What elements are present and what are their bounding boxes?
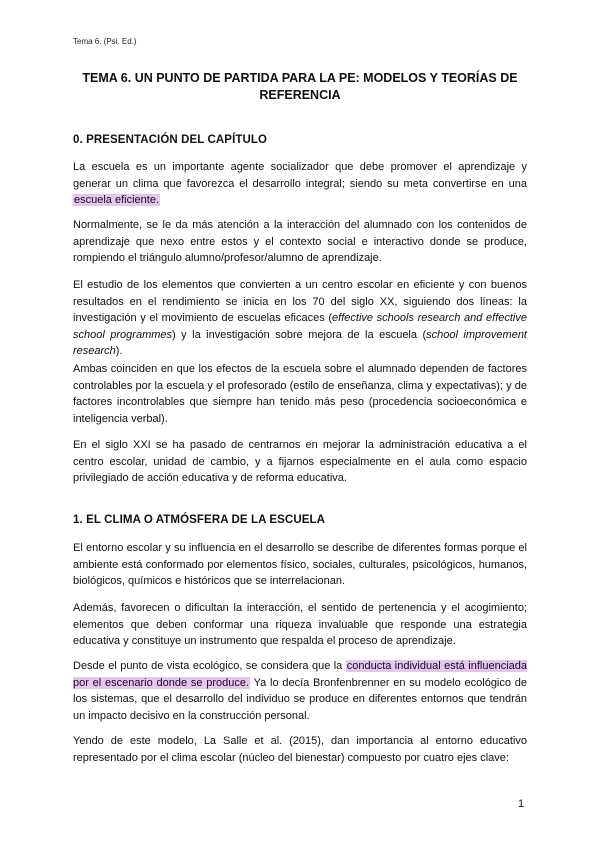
document-title: TEMA 6. UN PUNTO DE PARTIDA PARA LA PE: MODELOS Y TEORÍAS DE REFERENCIA	[82, 71, 518, 102]
paragraph-text: ) y la investigación sobre mejora de la escuela (	[172, 328, 427, 341]
paragraph-text: ).	[115, 345, 123, 358]
paragraph: Normalmente, se le da más atención a la interacción del alumnado con los contenidos de aprendizaje que nexo entre estos y el contexto social e interactivo donde se produce, rompiendo el triángulo alumno/profesor/alumno de aprendizaje.	[73, 219, 527, 265]
highlighted-text: conducta individual está influenciada por el escenario donde se produce.	[73, 660, 527, 689]
paragraph: Además, favorecen o dificultan la interacción, el sentido de pertenencia y el acogimiento; elementos que deben conformar una riqueza invaluable que responde una estrategia educativa y constituye un instrumento que respalda el proceso de aprendizaje.	[73, 602, 527, 648]
paragraph	[73, 159, 527, 209]
highlighted-text: escuela eficiente.	[74, 194, 159, 207]
paragraph: Ambas coinciden en que los efectos de la escuela sobre el alumnado dependen de factores controlables por la escuela y el profesorado (estilo de enseñanza, clima y expectativas); y de factores incontrolables que siempre han tenido más peso (procedencia socioeconómica e inteligencia verbal).	[73, 363, 527, 425]
paragraph-text: La escuela es un importante agente socializador que debe promover el aprendizaje y generar un clima que favorezca el desarrollo integral; siendo su meta convertirse en una	[73, 161, 527, 190]
running-header: Tema 6. (Psi. Ed.)	[73, 37, 137, 46]
paragraph-text: El estudio de los elementos que convierten a un centro escolar en eficiente y con buenos resultados en el rendimiento se inicia en los 70 del siglo XX, siguiendo dos líneas: la investigación y el movimiento de escuelas eficaces (	[73, 279, 527, 325]
paragraph: En el siglo XXI se ha pasado de centrarnos en mejorar la administración educativa a el centro escolar, unidad de cambio, y a fijarnos especialmente en el aula como espacio privilegiado de acción educativa y de reforma educativa.	[73, 439, 527, 485]
italic-text: school improvement research	[73, 328, 527, 358]
paragraph: El entorno escolar y su influencia en el desarrollo se describe de diferentes formas porque el ambiente está conformado por elementos físico, sociales, culturales, psicológicos, humanos, biológicos, químicos e históricos que se interrelacionan.	[73, 542, 527, 588]
paragraph: Yendo de este modelo, La Salle et al. (2015), dan importancia al entorno educativo representado por el clima escolar (núcleo del bienestar) compuesto por cuatro ejes clave:	[73, 735, 527, 764]
section-heading-presentacion: 0. PRESENTACIÓN DEL CAPÍTULO	[73, 134, 268, 146]
paragraph	[73, 277, 527, 360]
paragraph	[73, 658, 527, 724]
page-number: 1	[518, 798, 525, 810]
paragraph-text: Ya lo decía Bronfenbrenner en su modelo ecológico de los sistemas, que el desarrollo del individuo se produce en diferentes entornos que tendrán un impacto decisivo en la construcción personal.	[73, 676, 528, 722]
paragraph-text: Desde el punto de vista ecológico, se considera que la	[73, 660, 346, 672]
section-heading-clima: 1. EL CLIMA O ATMÓSFERA DE LA ESCUELA	[73, 514, 326, 526]
italic-text: effective schools research and effective school programmes	[73, 312, 527, 341]
